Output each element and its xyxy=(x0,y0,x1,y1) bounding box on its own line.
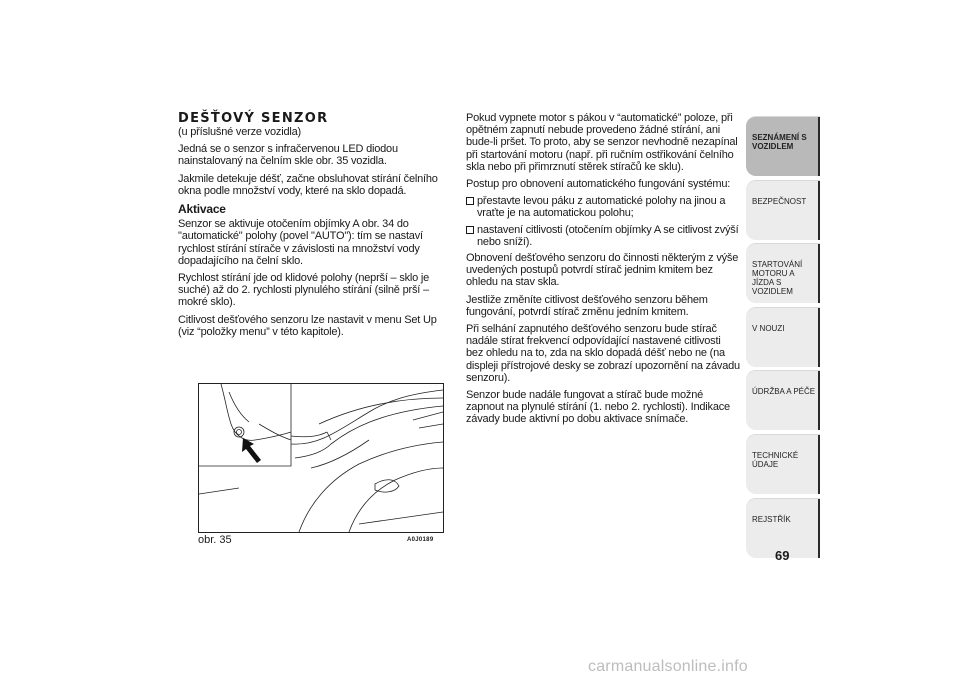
bullet-item: přestavte levou páku z automatické polohy na jinou a vraťte je na automatickou polohu; xyxy=(466,195,740,219)
figure-caption: obr. 35 xyxy=(198,534,232,546)
paragraph: Senzor se aktivuje otočením objímky A obr. 34 do "automatické" polohy (povel "AUTO"): tím se nastaví rychlost stírání stírače v závislosti na množství vody dopadajícího na čelní sklo. xyxy=(178,218,423,267)
paragraph: Obnovení dešťového senzoru do činnosti některým z výše uvedených postupů potvrdí stírač jednim kmitem bez ohledu na stav skla. xyxy=(466,252,739,289)
paragraph: Senzor bude nadále fungovat a stírač bude možné zapnout na plynulé stírání (1. nebo 2. rychlosti). Indikace závady bude aktivní po dobu aktivace snímače. xyxy=(466,389,730,426)
section-title: DEŠŤOVÝ SENZOR xyxy=(178,111,329,126)
bullet-item: nastavení citlivosti (otočením objímky A se citlivost zvýší nebo sníží). xyxy=(466,224,740,248)
figure-code: A0J0189 xyxy=(407,537,434,543)
rain-sensor-illustration xyxy=(199,384,443,532)
paragraph: Citlivost dešťového senzoru lze nastavit v menu Set Up (viz “položky menu” v této kapitole). xyxy=(178,313,437,338)
left-column xyxy=(178,112,450,343)
tab-udrzba-a-pece[interactable]: ÚDRŽBA A PÉČE xyxy=(746,370,820,430)
paragraph: Jakmile detekuje déšť, začne obsluhovat stírání čelního okna podle množství vody, které na sklo dopadá. xyxy=(178,172,438,197)
pointer-arrow-icon xyxy=(242,438,261,463)
checkbox-bullet-icon xyxy=(466,197,474,205)
tab-rejstrik[interactable]: REJSTŘÍK xyxy=(746,498,820,558)
page-number: 69 xyxy=(775,548,790,563)
tab-bezpecnost[interactable]: BEZPEČNOST xyxy=(746,180,820,240)
paragraph: Při selhání zapnutého dešťového senzoru bude stírač nadále stírat frekvencí odpovídající nastavené citlivosti bez ohledu na to, zda na sklo dopadá déšť nebo ne (na displeji přístrojové desky se zobrazí upozornění na závadu senzoru). xyxy=(466,323,740,384)
paragraph: Rychlost stírání jde od klidové polohy (neprší – sklo je suché) až do 2. rychlosti plynulého stírání (silně prší – mokré sklo). xyxy=(178,272,430,309)
tab-technicke-udaje[interactable]: TECHNICKÉ ÚDAJE xyxy=(746,434,820,494)
paragraph: Jedná se o senzor s infračervenou LED diodou nainstalovaný na čelním skle obr. 35 vozidla. xyxy=(178,143,398,168)
right-column xyxy=(466,112,740,431)
tab-seznameni-s-vozidlem[interactable]: SEZNÁMENÍ S VOZIDLEM xyxy=(746,116,820,176)
paragraph: Pokud vypnete motor s pákou v “automatické” poloze, při opětném zapnutí nebude provedeno žádné stírání, ani bude-li pršet. To proto, aby se senzor nevhodně nezapínal při startování motoru (např. při ručním ostřikování čelního skla nebo při přimrznutí stěrek stíračů ke sklu). xyxy=(466,112,738,173)
tab-startovani-motoru[interactable]: STARTOVÁNÍ MOTORU A JÍZDA S VOZIDLEM xyxy=(746,243,820,303)
paragraph: Postup pro obnovení automatického fungování systému: xyxy=(466,178,731,191)
subheading-aktivace: Aktivace xyxy=(178,202,226,217)
checkbox-bullet-icon xyxy=(466,226,474,234)
watermark: carmanualsonline.info xyxy=(588,658,748,675)
section-subtitle: (u příslušné verze vozidla) xyxy=(178,126,301,138)
figure-rain-sensor xyxy=(198,383,444,533)
paragraph: Jestliže změníte citlivost dešťového senzoru během fungování, potvrdí stírač změnu jedním kmitem. xyxy=(466,293,708,318)
tab-v-nouzi[interactable]: V NOUZI xyxy=(746,307,820,367)
chapter-tabs xyxy=(746,116,820,561)
